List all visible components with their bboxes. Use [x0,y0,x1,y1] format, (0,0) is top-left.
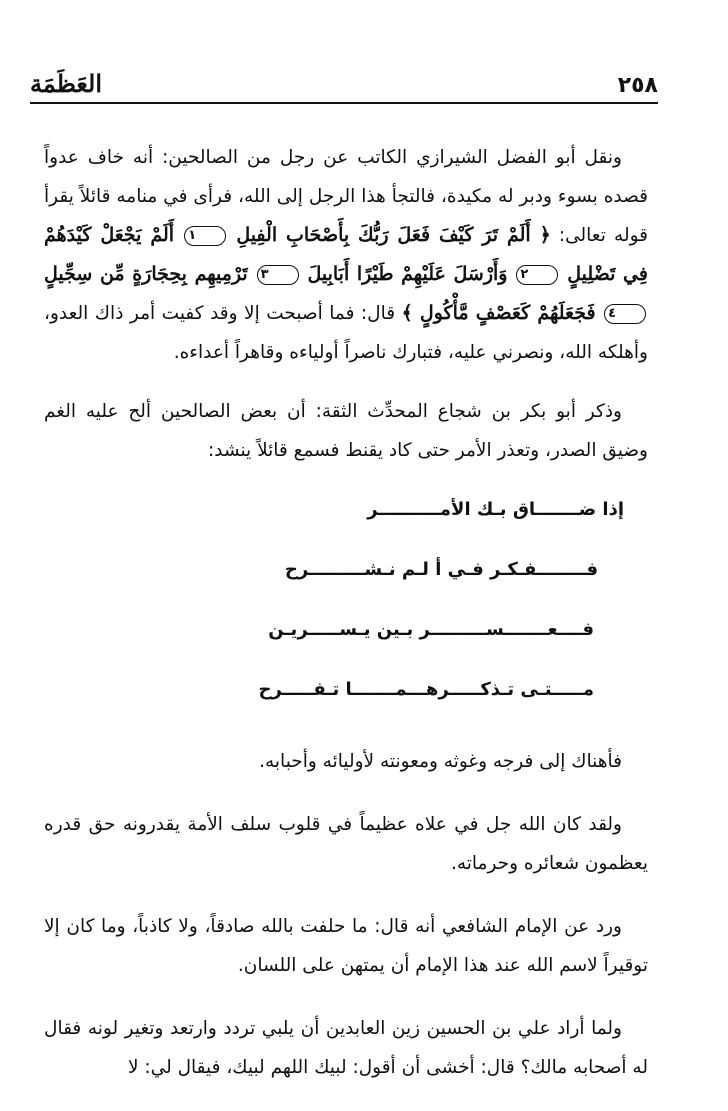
page-number: ٢٥٨ [617,73,658,98]
paragraph-text: ولقد كان الله جل في علاه عظيماً في قلوب سلف الأمة يقدرونه حق قدره يعظمون شعائره وحرماته. [44,814,648,874]
quran-verse: تَرْمِيهِم بِحِجَارَةٍ مِّن سِجِّيلٍ [44,263,248,285]
ayah-number-marker: ١ [184,226,226,246]
paragraph-text: ولما أراد علي بن الحسين زين العابدين أن يلبي تردد وارتعد وتغير لونه فقال له أصحابه مالك؟ قال: أخشى أن أقول: لبيك اللهم لبيك، فيقال لي: لا [44,1018,648,1078]
page-header [30,62,658,104]
running-title: العَظَمَة [30,69,102,98]
paragraph-text: وذكر أبو بكر بن شجاع المحدِّث الثقة: أن بعض الصالحين ألح عليه الغم وضيق الصدر، وتعذر الأمر حتى كاد يقنط فسمع قائلاً ينشد: [44,401,648,461]
paragraph-text: قال: فما أصبحت إلا وقد كفيت أمر ذاك العدو، وأهلكه الله، ونصرني عليه، فتبارك ناصراً أولياءه وقاهراً أعداءه. [44,303,648,363]
poem [44,480,648,720]
paragraph-text: فأهناك إلى فرجه وغوثه ومعونته لأوليائه وأحبابه. [259,751,622,772]
poem-verse: فــــــــفـكـر فـي أ لـم نـشـــــــــرح [284,559,598,580]
ayah-number-marker: ٤ [604,304,646,324]
ayah-number-marker: ٢ [516,265,558,285]
poem-verse: إذا ضـــــــاق بـك الأمــــــــــر [367,499,624,520]
poem-verse: فــــعـــــــســـــــــر بـين يـســـــريـن [268,619,594,640]
paragraph-quran-story [44,138,648,372]
page-body [44,138,648,1111]
paragraph-text: ونقل أبو الفضل الشيرازي الكاتب عن رجل من الصالحين: أنه خاف عدواً قصده بسوء ودبر له مكيدة، فالتجأ هذا الرجل إلى الله، فرأى في منامه قائلاً يقرأ قوله تعالى: [44,147,648,246]
paragraph-text: ورد عن الإمام الشافعي أنه قال: ما حلفت بالله صادقاً، ولا كاذباً، وما كان إلا توقيراً لاسم الله عند هذا الإمام أن يمتهن على اللسان. [44,916,648,976]
quran-verse: ﴿ أَلَمْ تَرَ كَيْفَ فَعَلَ رَبُّكَ بِأَصْحَابِ الْفِيلِ [236,224,551,246]
quran-verse: أَلَمْ يَجْعَلْ كَيْدَهُمْ فِي تَضْلِيلٍ [44,224,648,285]
quran-verse: وَأَرْسَلَ عَلَيْهِمْ طَيْرًا أَبَابِيلَ [307,263,508,285]
poem-verse: مـــــتـى تـذكـــــرهـــمـــــــا تـفـــــرح [258,679,594,700]
ayah-number-marker: ٣ [257,265,299,285]
quran-verse: فَجَعَلَهُمْ كَعَصْفٍ مَّأْكُولٍ ﴾ [401,302,596,324]
